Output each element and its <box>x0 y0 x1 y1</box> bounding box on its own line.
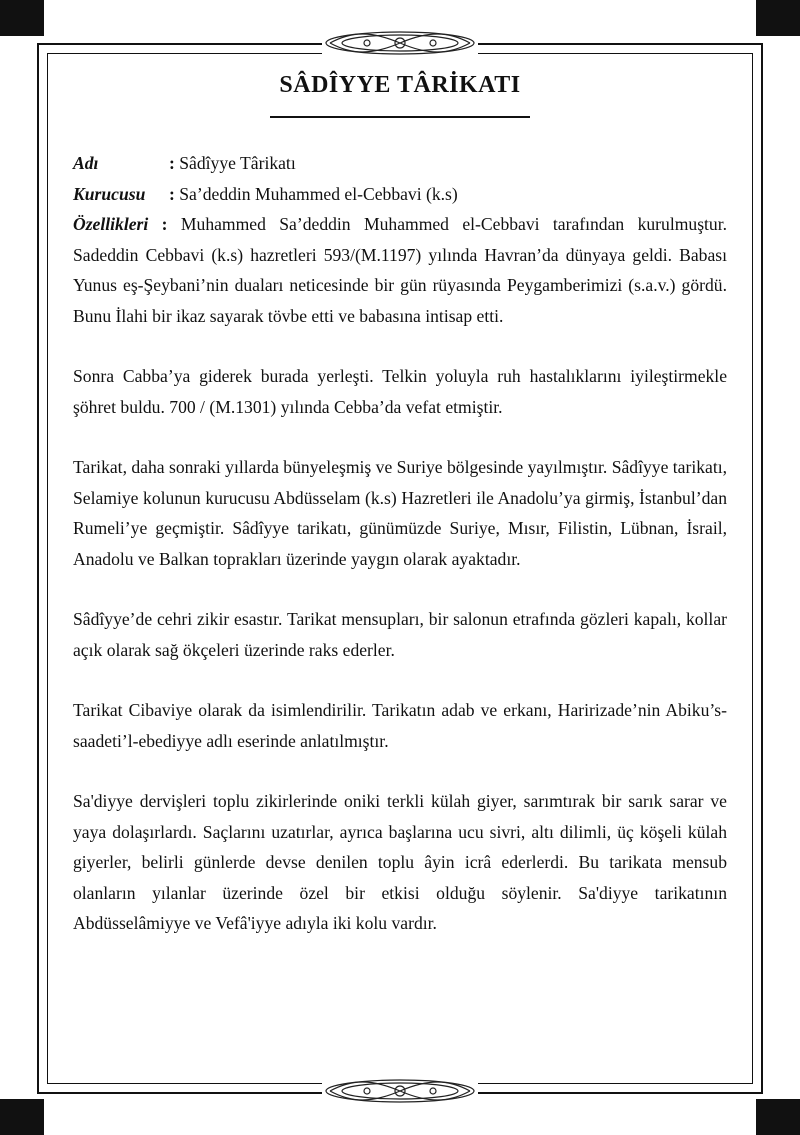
meta-colon: : <box>169 183 175 204</box>
paragraph: Tarikat, daha sonraki yıllarda bünyeleşmiş ve Suriye bölgesinde yayılmıştır. Sâdîyye tarikatı, Selamiye kolunun kurucusu Abdüsselam (k.s) Hazretleri ile Anadolu’ya girmiş, İstanbul’dan Rumeli’ye geçmiştir. Sâdîyye tarikatı, günümüzde Suriye, Mısır, Filistin, Lübnan, İsrail, Anadolu ve Balkan toprakları üzerinde yaygın olarak ayaktadır. <box>73 457 727 569</box>
paragraph: Sâdîyye’de cehri zikir esastır. Tarikat mensupları, bir salonun etrafında gözleri kapalı, kollar açık olarak sağ ökçeleri üzerinde raks ederler. <box>73 609 727 660</box>
meta-colon: : <box>161 214 168 234</box>
paragraph: Sonra Cabba’ya giderek burada yerleşti. Telkin yoluyla ruh hastalıklarını iyileştirmekle şöhret buldu. 700 / (M.1301) yılında Cebba’da vefat etmiştir. <box>73 366 727 417</box>
meta-label: Özellikleri <box>73 214 149 234</box>
corner-block-top-left <box>0 0 44 36</box>
arabesque-ornament-icon <box>322 29 478 57</box>
title-underline <box>270 116 530 118</box>
meta-label: Adı <box>73 153 99 173</box>
meta-row-features <box>73 209 727 331</box>
meta-value: Sa’deddin Muhammed el-Cebbavi (k.s) <box>179 183 458 204</box>
corner-block-top-right <box>756 0 800 36</box>
document-body <box>73 148 727 969</box>
paragraph: Sa'diyye dervişleri toplu zikirlerinde oniki terkli külah giyer, sarımtırak bir sarık sarar ve yaya dolaşırlardı. Saçlarını uzatırlar, ayrıca başlarına ucu sivri, altı dilimli, üç köşeli külah giyerler, belirli günlerde devse denilen toplu âyin icrâ ederlerdi. Bu tarikata mensub olanların yılanlar üzerinde özel bir etkisi olduğu söylenir. Sa'diyye tarikatının Abdüsselâmiyye ve Vefâ'iyye adıyla iki kolu vardır. <box>73 791 727 933</box>
corner-block-bottom-right <box>756 1099 800 1135</box>
meta-row-name <box>73 148 727 179</box>
page-title: SÂDÎYYE TÂRİKATI <box>279 72 521 98</box>
meta-value: Muhammed Sa’deddin Muhammed el-Cebbavi tarafından kurulmuştur. Sadeddin Cebbavi (k.s) hazretleri 593/(M.1197) yılında Havran’da dünyaya geldi. Babası Yunus eş-Şeybani’nin duaları neticesinde bir gün rüyasında Peygamberimizi (s.a.v.) gördü. Bunu İlahi bir ikaz sayarak tövbe etti ve babasına intisap etti. <box>73 214 728 326</box>
meta-row-founder <box>73 179 727 210</box>
arabesque-ornament-icon <box>322 1077 478 1105</box>
meta-label: Kurucusu <box>73 183 146 204</box>
corner-block-bottom-left <box>0 1099 44 1135</box>
paragraph: Tarikat Cibaviye olarak da isimlendirilir. Tarikatın adab ve erkanı, Haririzade’nin Abiku’s-saadeti’l-ebediyye adlı eserinde anlatılmıştır. <box>73 700 727 751</box>
meta-value: Sâdîyye Târikatı <box>179 153 296 173</box>
meta-colon: : <box>169 153 175 173</box>
